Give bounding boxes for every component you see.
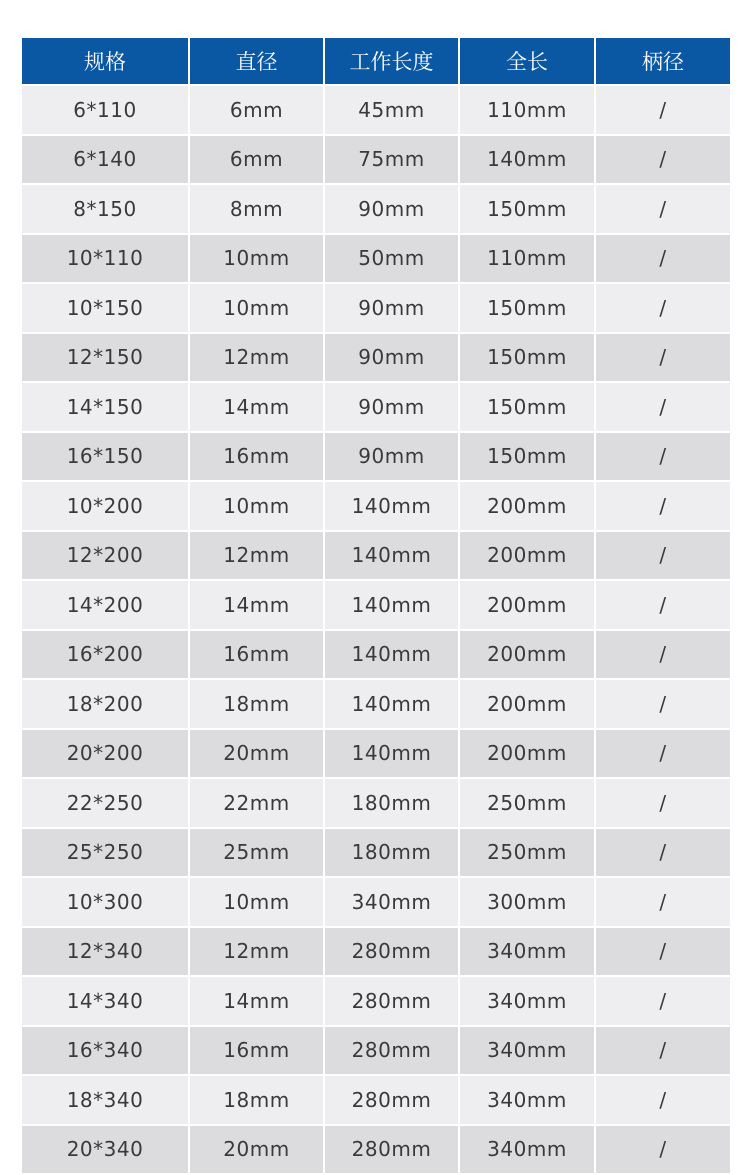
table-row: [22, 878, 730, 926]
table-row: [22, 433, 730, 481]
cell-total-length: 200mm: [460, 581, 594, 629]
table-row: [22, 631, 730, 679]
cell-working-length: 180mm: [325, 829, 458, 877]
cell-working-length: 280mm: [325, 928, 458, 976]
cell-diameter: 12mm: [190, 532, 323, 580]
table-row: [22, 1076, 730, 1124]
cell-spec: 14*200: [22, 581, 188, 629]
cell-working-length: 140mm: [325, 482, 458, 530]
cell-diameter: 12mm: [190, 334, 323, 382]
cell-total-length: 150mm: [460, 334, 594, 382]
cell-diameter: 20mm: [190, 730, 323, 778]
cell-shank-diameter: /: [596, 532, 730, 580]
cell-shank-diameter: /: [596, 1126, 730, 1174]
cell-shank-diameter: /: [596, 878, 730, 926]
cell-shank-diameter: /: [596, 334, 730, 382]
cell-spec: 20*200: [22, 730, 188, 778]
cell-total-length: 110mm: [460, 86, 594, 134]
cell-working-length: 280mm: [325, 1027, 458, 1075]
cell-spec: 22*250: [22, 779, 188, 827]
table-row: [22, 185, 730, 233]
cell-spec: 20*340: [22, 1126, 188, 1174]
cell-spec: 10*150: [22, 284, 188, 332]
cell-working-length: 280mm: [325, 1126, 458, 1174]
header-row: [22, 38, 730, 84]
cell-shank-diameter: /: [596, 581, 730, 629]
cell-working-length: 140mm: [325, 532, 458, 580]
cell-total-length: 340mm: [460, 1027, 594, 1075]
cell-spec: 25*250: [22, 829, 188, 877]
cell-working-length: 90mm: [325, 433, 458, 481]
cell-working-length: 340mm: [325, 878, 458, 926]
table-row: [22, 334, 730, 382]
cell-spec: 6*140: [22, 136, 188, 184]
cell-shank-diameter: /: [596, 928, 730, 976]
cell-spec: 16*340: [22, 1027, 188, 1075]
cell-total-length: 150mm: [460, 284, 594, 332]
cell-total-length: 340mm: [460, 928, 594, 976]
cell-shank-diameter: /: [596, 482, 730, 530]
cell-total-length: 200mm: [460, 680, 594, 728]
cell-diameter: 10mm: [190, 284, 323, 332]
cell-total-length: 200mm: [460, 482, 594, 530]
cell-working-length: 280mm: [325, 977, 458, 1025]
cell-spec: 14*150: [22, 383, 188, 431]
cell-diameter: 14mm: [190, 977, 323, 1025]
cell-spec: 12*150: [22, 334, 188, 382]
cell-diameter: 12mm: [190, 928, 323, 976]
cell-working-length: 140mm: [325, 680, 458, 728]
cell-shank-diameter: /: [596, 235, 730, 283]
cell-diameter: 16mm: [190, 433, 323, 481]
cell-total-length: 110mm: [460, 235, 594, 283]
cell-spec: 8*150: [22, 185, 188, 233]
table-row: [22, 977, 730, 1025]
cell-diameter: 22mm: [190, 779, 323, 827]
table-row: [22, 383, 730, 431]
table-row: [22, 1027, 730, 1075]
header-spec: 规格: [22, 38, 188, 84]
cell-diameter: 6mm: [190, 136, 323, 184]
cell-diameter: 6mm: [190, 86, 323, 134]
table-row: [22, 680, 730, 728]
cell-total-length: 340mm: [460, 977, 594, 1025]
cell-total-length: 200mm: [460, 532, 594, 580]
cell-total-length: 340mm: [460, 1126, 594, 1174]
cell-spec: 16*200: [22, 631, 188, 679]
cell-total-length: 150mm: [460, 185, 594, 233]
cell-spec: 10*200: [22, 482, 188, 530]
cell-shank-diameter: /: [596, 383, 730, 431]
table-row: [22, 482, 730, 530]
cell-working-length: 180mm: [325, 779, 458, 827]
cell-working-length: 50mm: [325, 235, 458, 283]
cell-working-length: 280mm: [325, 1076, 458, 1124]
cell-diameter: 18mm: [190, 1076, 323, 1124]
cell-diameter: 8mm: [190, 185, 323, 233]
table-row: [22, 829, 730, 877]
table-row: [22, 928, 730, 976]
cell-shank-diameter: /: [596, 1076, 730, 1124]
cell-diameter: 18mm: [190, 680, 323, 728]
cell-spec: 16*150: [22, 433, 188, 481]
cell-total-length: 200mm: [460, 730, 594, 778]
cell-total-length: 140mm: [460, 136, 594, 184]
cell-working-length: 140mm: [325, 581, 458, 629]
table-row: [22, 86, 730, 134]
cell-diameter: 14mm: [190, 383, 323, 431]
cell-diameter: 10mm: [190, 235, 323, 283]
cell-shank-diameter: /: [596, 631, 730, 679]
table-row: [22, 235, 730, 283]
cell-total-length: 300mm: [460, 878, 594, 926]
cell-shank-diameter: /: [596, 779, 730, 827]
cell-shank-diameter: /: [596, 1027, 730, 1075]
cell-working-length: 90mm: [325, 383, 458, 431]
cell-working-length: 75mm: [325, 136, 458, 184]
cell-working-length: 90mm: [325, 284, 458, 332]
cell-working-length: 90mm: [325, 334, 458, 382]
table-row: [22, 284, 730, 332]
cell-shank-diameter: /: [596, 185, 730, 233]
cell-working-length: 140mm: [325, 631, 458, 679]
cell-spec: 6*110: [22, 86, 188, 134]
cell-spec: 18*340: [22, 1076, 188, 1124]
table-body: [22, 86, 730, 1173]
cell-shank-diameter: /: [596, 86, 730, 134]
cell-total-length: 200mm: [460, 631, 594, 679]
cell-shank-diameter: /: [596, 680, 730, 728]
cell-shank-diameter: /: [596, 977, 730, 1025]
cell-spec: 10*110: [22, 235, 188, 283]
cell-working-length: 90mm: [325, 185, 458, 233]
cell-total-length: 340mm: [460, 1076, 594, 1124]
cell-spec: 18*200: [22, 680, 188, 728]
header-working-length: 工作长度: [325, 38, 458, 84]
cell-diameter: 10mm: [190, 482, 323, 530]
header-diameter: 直径: [190, 38, 323, 84]
header-shank-diameter: 柄径: [596, 38, 730, 84]
cell-total-length: 150mm: [460, 433, 594, 481]
cell-shank-diameter: /: [596, 136, 730, 184]
cell-spec: 14*340: [22, 977, 188, 1025]
spec-table: [20, 36, 732, 1175]
cell-shank-diameter: /: [596, 284, 730, 332]
cell-total-length: 250mm: [460, 829, 594, 877]
cell-shank-diameter: /: [596, 730, 730, 778]
cell-diameter: 20mm: [190, 1126, 323, 1174]
cell-diameter: 16mm: [190, 1027, 323, 1075]
cell-total-length: 150mm: [460, 383, 594, 431]
cell-spec: 10*300: [22, 878, 188, 926]
cell-shank-diameter: /: [596, 829, 730, 877]
cell-shank-diameter: /: [596, 433, 730, 481]
cell-diameter: 10mm: [190, 878, 323, 926]
cell-spec: 12*200: [22, 532, 188, 580]
table-row: [22, 779, 730, 827]
cell-diameter: 14mm: [190, 581, 323, 629]
table-row: [22, 1126, 730, 1174]
cell-working-length: 45mm: [325, 86, 458, 134]
table-row: [22, 581, 730, 629]
cell-spec: 12*340: [22, 928, 188, 976]
cell-working-length: 140mm: [325, 730, 458, 778]
table-row: [22, 730, 730, 778]
table-row: [22, 532, 730, 580]
header-total-length: 全长: [460, 38, 594, 84]
table-row: [22, 136, 730, 184]
cell-diameter: 16mm: [190, 631, 323, 679]
table-header: [22, 38, 730, 84]
cell-diameter: 25mm: [190, 829, 323, 877]
cell-total-length: 250mm: [460, 779, 594, 827]
